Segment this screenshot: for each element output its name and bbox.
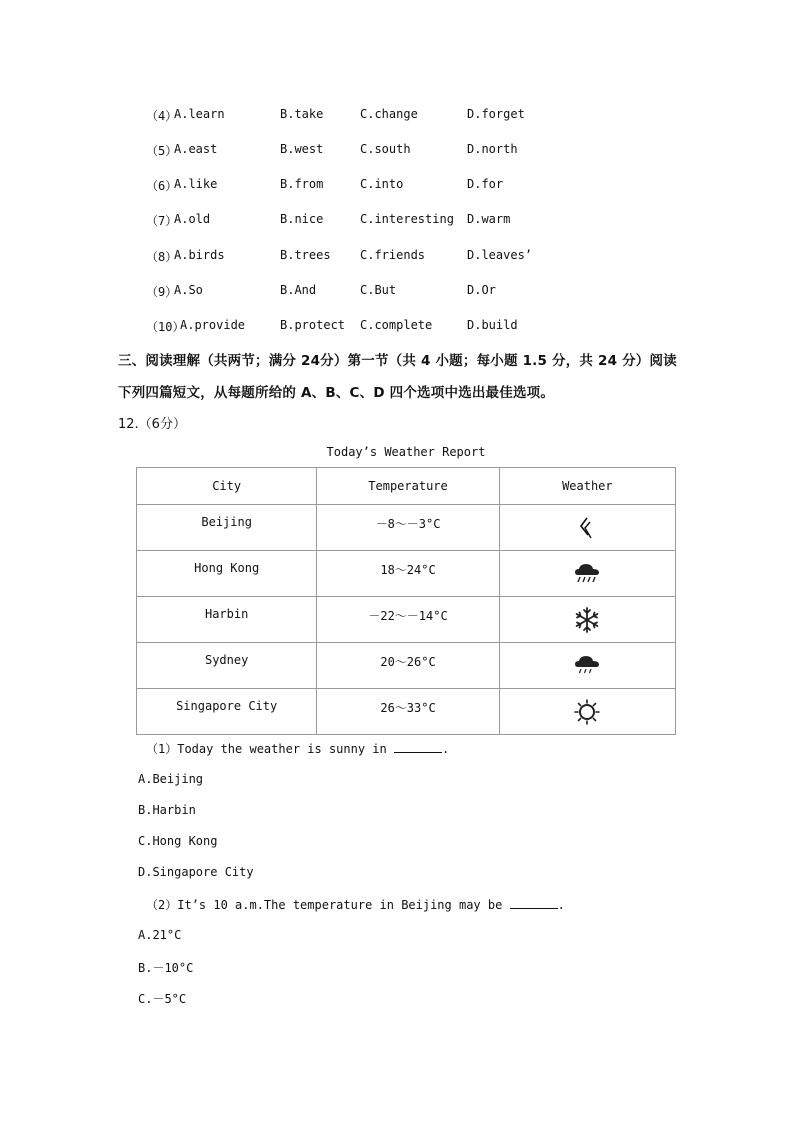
temperature-value: 20～26°C	[380, 655, 436, 669]
question-1-text: （1）Today the weather is sunny in	[146, 742, 394, 756]
q1-option-d: D.Singapore City	[138, 865, 254, 879]
option-a: A.birds	[174, 248, 225, 262]
answer-blank	[510, 896, 558, 909]
option-a: A.So	[174, 283, 203, 297]
option-number: （9）	[146, 285, 178, 299]
option-c: C.into	[360, 177, 404, 191]
question-2-stem	[146, 896, 565, 913]
temperature-cell	[317, 505, 499, 551]
option-d: D.north	[467, 142, 518, 156]
question-2-end: .	[557, 898, 565, 912]
temperature-value: －8～－3°C	[375, 517, 441, 531]
weather-cell	[499, 551, 675, 597]
city-cell	[137, 505, 317, 551]
wind-icon	[500, 515, 675, 541]
option-c: C.south	[360, 142, 411, 156]
option-d: D.leaves’	[467, 248, 533, 262]
option-c: C.interesting	[360, 212, 454, 226]
city-cell	[137, 551, 317, 597]
option-row-7	[0, 212, 794, 230]
header-temperature: Temperature	[317, 468, 499, 505]
city-name: Harbin	[204, 607, 249, 621]
option-row-9	[0, 283, 794, 301]
option-number: （7）	[146, 214, 178, 228]
option-row-6	[0, 177, 794, 195]
option-a: A.old	[174, 212, 211, 226]
option-number: （6）	[146, 179, 178, 193]
option-c: C.But	[360, 283, 397, 297]
q1-option-b: B.Harbin	[138, 803, 196, 817]
table-row	[137, 643, 676, 689]
city-cell	[137, 643, 317, 689]
table-title: Today’s Weather Report	[326, 445, 486, 459]
option-b: B.west	[280, 142, 324, 156]
table-header-row	[137, 468, 676, 505]
q1-option-a: A.Beijing	[138, 772, 204, 786]
temperature-cell	[317, 597, 499, 643]
weather-cell	[499, 643, 675, 689]
q2-option-a: A.21°C	[138, 928, 182, 942]
temperature-value: 26～33°C	[380, 701, 436, 715]
question-1-end: .	[441, 742, 450, 756]
option-b: B.And	[280, 283, 317, 297]
option-number: （4）	[146, 109, 178, 123]
option-b: B.nice	[280, 212, 324, 226]
option-row-10	[0, 318, 794, 336]
option-a: A.provide	[180, 318, 246, 332]
option-row-5	[0, 142, 794, 160]
option-c: C.complete	[360, 318, 433, 332]
q2-option-b: B.－10°C	[138, 961, 194, 975]
question-number: 12.（6分）	[118, 417, 186, 432]
option-number: （5）	[146, 144, 178, 158]
option-b: B.trees	[280, 248, 331, 262]
table-row	[137, 551, 676, 597]
option-b: B.from	[280, 177, 324, 191]
option-b: B.protect	[280, 318, 346, 332]
weather-cell	[499, 505, 675, 551]
rain-icon	[500, 561, 675, 587]
option-row-8	[0, 248, 794, 266]
city-name: Singapore City	[176, 699, 278, 713]
temperature-cell	[317, 689, 499, 735]
option-d: D.for	[467, 177, 504, 191]
table-row	[137, 689, 676, 735]
option-b: B.take	[280, 107, 324, 121]
question-2-text: （2）It’s 10 a.m.The temperature in Beijing may be	[146, 898, 510, 912]
option-d: D.Or	[467, 283, 496, 297]
table-row	[137, 597, 676, 643]
option-c: C.change	[360, 107, 418, 121]
option-row-4	[0, 107, 794, 125]
header-weather: Weather	[499, 468, 675, 505]
header-city: City	[137, 468, 317, 505]
temperature-value: 18～24°C	[380, 563, 436, 577]
option-d: D.warm	[467, 212, 511, 226]
city-cell	[137, 689, 317, 735]
option-number: （10）	[146, 320, 185, 334]
city-name: Beijing	[201, 515, 252, 529]
rain-icon	[500, 653, 675, 679]
q1-option-c: C.Hong Kong	[138, 834, 218, 848]
option-d: D.build	[467, 318, 518, 332]
city-cell	[137, 597, 317, 643]
sun-icon	[500, 698, 675, 726]
table-row	[137, 505, 676, 551]
option-a: A.like	[174, 177, 218, 191]
option-c: C.friends	[360, 248, 426, 262]
answer-blank	[394, 740, 442, 753]
temperature-cell	[317, 551, 499, 597]
option-d: D.forget	[467, 107, 525, 121]
temperature-cell	[317, 643, 499, 689]
option-a: A.east	[174, 142, 218, 156]
option-a: A.learn	[174, 107, 225, 121]
question-1-stem	[146, 740, 449, 757]
section-heading-line-2: 下列四篇短文，从每题所给的 A、B、C、D 四个选项中选出最佳选项。	[118, 385, 555, 401]
weather-cell	[499, 689, 675, 735]
temperature-value: －22～－14°C	[368, 609, 448, 623]
city-name: Sydney	[204, 653, 249, 667]
snowflake-icon	[500, 606, 675, 634]
weather-table	[136, 467, 676, 735]
weather-cell	[499, 597, 675, 643]
section-heading-line-1: 三、阅读理解（共两节；满分 24分）第一节（共 4 小题；每小题 1.5 分，共 24 分）阅读	[118, 353, 677, 369]
option-number: （8）	[146, 250, 178, 264]
city-name: Hong Kong	[194, 561, 260, 575]
q2-option-c: C.－5°C	[138, 992, 187, 1006]
